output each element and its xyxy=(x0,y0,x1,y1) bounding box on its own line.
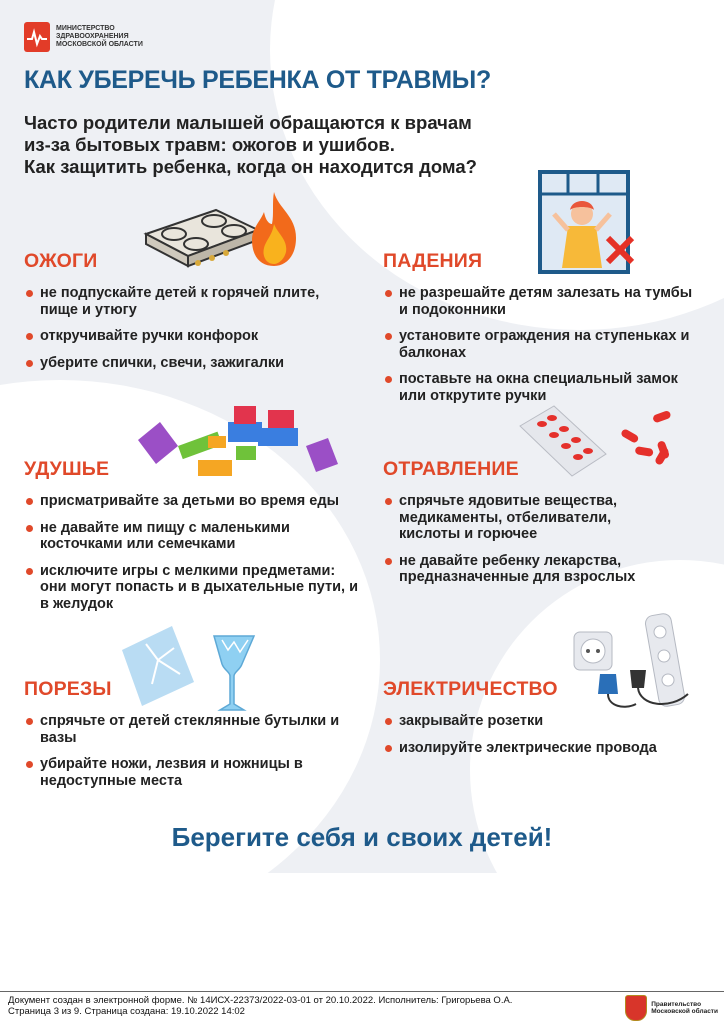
footer-line: Документ создан в электронной форме. № 14ИСХ-22373/2022-03-01 от 20.10.2022. Исполнитель: Григорьева О.А. xyxy=(8,995,513,1006)
item-text: уберите спички, свечи, зажигалки xyxy=(40,354,285,371)
bullet-icon xyxy=(385,745,392,752)
list-item xyxy=(24,355,354,372)
document-footer xyxy=(0,991,724,1025)
bullet-icon xyxy=(26,525,33,532)
intro-line: Часто родители малышей обращаются к врачам xyxy=(24,112,472,133)
list-item xyxy=(24,756,354,789)
footer-text xyxy=(8,995,512,1017)
list-item xyxy=(24,713,354,746)
section-choking xyxy=(24,458,364,622)
section-cuts xyxy=(24,678,354,799)
item-text: поставьте на окна специальный замок или открутите ручки xyxy=(399,371,678,404)
item-text: не давайте им пищу с маленькими косточками или семечками xyxy=(40,519,290,552)
bullet-icon xyxy=(385,290,392,297)
government-logo xyxy=(625,995,718,1021)
bullet-icon xyxy=(26,360,33,367)
list-item xyxy=(383,740,703,757)
coat-of-arms-icon xyxy=(625,995,647,1021)
ministry-logo xyxy=(24,22,143,52)
item-text: присматривайте за детьми во время еды xyxy=(40,493,339,509)
bullet-icon xyxy=(26,333,33,340)
list-item xyxy=(24,285,354,318)
item-text: откручивайте ручки конфорок xyxy=(40,328,259,344)
section-electricity xyxy=(383,678,703,766)
bullet-icon xyxy=(26,290,33,297)
item-text: закрывайте розетки xyxy=(399,713,544,729)
section-title-cuts: ПОРЕЗЫ xyxy=(24,678,112,700)
intro-line: Как защитить ребенка, когда он находится дома? xyxy=(24,156,477,177)
item-text: изолируйте электрические провода xyxy=(399,739,657,756)
government-line: Правительство xyxy=(651,1000,702,1008)
intro-text xyxy=(24,112,554,178)
item-text: не разрешайте детям залезать на тумбы и подоконники xyxy=(399,285,693,318)
item-text: не давайте ребенку лекарства, предназначенные для взрослых xyxy=(399,552,636,585)
bullet-icon xyxy=(26,761,33,768)
bullet-icon xyxy=(26,568,33,575)
item-text: убирайте ножи, лезвия и ножницы в недоступные места xyxy=(40,756,303,789)
item-text: спрячьте от детей стеклянные бутылки и вазы xyxy=(40,713,340,746)
bullet-icon xyxy=(385,333,392,340)
bullet-icon xyxy=(385,498,392,505)
slogan: Берегите себя и своих детей! xyxy=(171,822,553,852)
list-item xyxy=(383,553,673,586)
section-falls xyxy=(383,250,703,414)
list-item xyxy=(24,493,364,510)
list-item xyxy=(383,328,703,361)
intro-line: из-за бытовых травм: ожогов и ушибов. xyxy=(24,134,395,155)
list-item xyxy=(383,371,703,404)
bullet-icon xyxy=(26,498,33,505)
item-text: не подпускайте детей к горячей плите, пище и утюгу xyxy=(40,285,320,318)
section-burns xyxy=(24,250,354,381)
list-item xyxy=(383,493,673,543)
bullet-icon xyxy=(385,376,392,383)
ministry-emblem-icon xyxy=(24,22,50,52)
item-text: установите ограждения на ступеньках и балконах xyxy=(399,328,690,361)
section-title-falls: ПАДЕНИЯ xyxy=(383,250,483,272)
section-title-burns: ОЖОГИ xyxy=(24,250,98,272)
ministry-line: МИНИСТЕРСТВО xyxy=(56,25,115,32)
page-title: КАК УБЕРЕЧЬ РЕБЕНКА ОТ ТРАВМЫ? xyxy=(24,66,491,94)
list-item xyxy=(24,328,354,345)
bullet-icon xyxy=(26,718,33,725)
bullet-icon xyxy=(385,558,392,565)
ministry-line: МОСКОВСКОЙ ОБЛАСТИ xyxy=(56,41,143,48)
ministry-line: ЗДРАВООХРАНЕНИЯ xyxy=(56,33,129,40)
ministry-name xyxy=(56,25,143,49)
list-item xyxy=(24,563,364,613)
list-item xyxy=(24,520,364,553)
bullet-icon xyxy=(385,718,392,725)
section-poisoning xyxy=(383,458,673,596)
item-text: исключите игры с мелкими предметами: они могут попасть и в дыхательные пути, и в желудок xyxy=(40,562,359,612)
item-text: спрячьте ядовитые вещества, медикаменты, отбеливатели, кислоты и горючее xyxy=(399,493,618,542)
section-title-choking: УДУШЬЕ xyxy=(24,458,110,480)
list-item xyxy=(383,713,703,730)
government-name xyxy=(651,1001,718,1016)
section-title-electricity: ЭЛЕКТРИЧЕСТВО xyxy=(383,678,558,700)
section-title-poisoning: ОТРАВЛЕНИЕ xyxy=(383,458,519,480)
footer-line: Страница 3 из 9. Страница создана: 19.10.2022 14:02 xyxy=(8,1006,245,1017)
government-line: Московской области xyxy=(651,1008,718,1015)
list-item xyxy=(383,285,703,318)
